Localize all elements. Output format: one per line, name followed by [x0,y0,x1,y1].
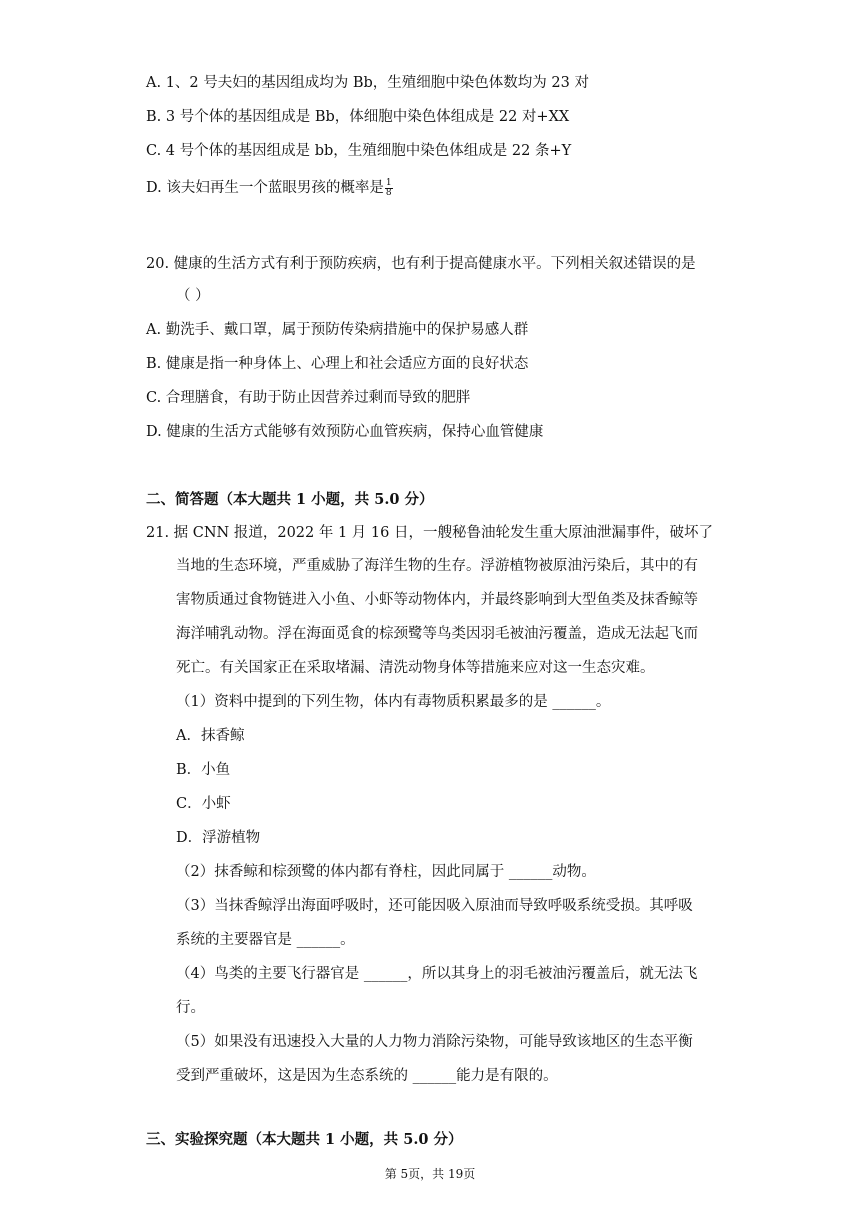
q20-option-d: D. 健康的生活方式能够有效预防心血管疾病，保持心血管健康 [146,424,544,440]
q21-line-3: 害物质通过食物链进入小鱼、小虾等动物体内，并最终影响到大型鱼类及抹香鲸等 [176,592,698,608]
q21-sub-4-line-1: （4）鸟类的主要飞行器官是 ______，所以其身上的羽毛被油污覆盖后，就无法飞 [176,966,698,982]
q20-answer-paren: （ ） [176,288,210,304]
q21-sub-1: （1）资料中提到的下列生物，体内有毒物质积累最多的是 ______。 [176,694,611,710]
q21-sub-1-option-a: A．抹香鲸 [176,728,245,744]
q21-line-1: 21. 据 CNN 报道，2022 年 1 月 16 日，一艘秘鲁油轮发生重大原油泄漏事件，破坏了 [146,525,713,541]
q21-line-2: 当地的生态环境，严重威胁了海洋生物的生存。浮游植物被原油污染后，其中的有 [176,558,698,574]
q21-sub-1-option-b: B．小鱼 [176,762,231,778]
q20-option-c: C. 合理膳食，有助于防止因营养过剩而导致的肥胖 [146,390,471,406]
q20-option-b: B. 健康是指一种身体上、心理上和社会适应方面的良好状态 [146,356,529,372]
fraction-numerator: 1 [385,177,392,188]
q21-sub-2: （2）抹香鲸和棕颈鹭的体内都有脊柱，因此同属于 ______动物。 [176,864,596,880]
q20-stem: 20. 健康的生活方式有利于预防疾病，也有利于提高健康水平。下列相关叙述错误的是 [146,256,696,272]
q21-sub-5-line-2: 受到严重破坏，这是因为生态系统的 ______能力是有限的。 [176,1068,558,1084]
q19-option-d-text: D. 该夫妇再生一个蓝眼男孩的概率是 [146,180,384,196]
q19-option-d [146,178,393,198]
q19-option-b: B. 3 号个体的基因组成是 Bb，体细胞中染色体组成是 22 对+XX [146,109,570,125]
page-footer: 第 5页，共 19页 [384,1167,476,1181]
section-heading-experiment: 三、实验探究题（本大题共 1 小题，共 5.0 分） [146,1131,463,1148]
q19-option-a: A. 1、2 号夫妇的基因组成均为 Bb，生殖细胞中染色体数均为 23 对 [146,75,589,91]
q21-sub-3-line-2: 系统的主要器官是 ______。 [176,932,355,948]
q21-sub-1-option-c: C．小虾 [176,796,231,812]
q21-sub-1-option-d: D．浮游植物 [176,830,261,846]
q19-option-c: C. 4 号个体的基因组成是 bb，生殖细胞中染色体组成是 22 条+Y [146,143,572,159]
q20-option-a: A. 勤洗手、戴口罩，属于预防传染病措施中的保护易感人群 [146,322,529,338]
q21-line-4: 海洋哺乳动物。浮在海面觅食的棕颈鹭等鸟类因羽毛被油污覆盖，造成无法起飞而 [176,626,698,642]
q21-sub-5-line-1: （5）如果没有迅速投入大量的人力物力消除污染物，可能导致该地区的生态平衡 [176,1034,693,1050]
section-heading-short-answer: 二、简答题（本大题共 1 小题，共 5.0 分） [146,491,434,508]
q21-sub-3-line-1: （3）当抹香鲸浮出海面呼吸时，还可能因吸入原油而导致呼吸系统受损。其呼吸 [176,898,693,914]
q21-sub-4-line-2: 行。 [176,1000,205,1016]
q21-line-5: 死亡。有关国家正在采取堵漏、清洗动物身体等措施来应对这一生态灾难。 [176,660,655,676]
fraction [385,179,393,198]
fraction-denominator: 8 [385,187,392,198]
